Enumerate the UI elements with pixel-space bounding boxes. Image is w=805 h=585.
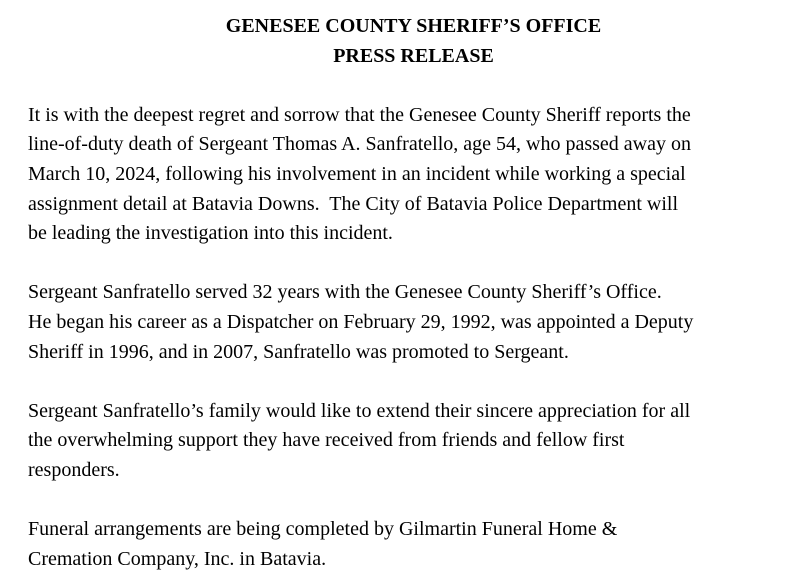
paragraph-career — [28, 278, 799, 367]
paragraph-line: March 10, 2024, following his involvement in an incident while working a special — [28, 162, 686, 185]
paragraph-line: Cremation Company, Inc. in Batavia. — [28, 547, 327, 570]
paragraph-line: Funeral arrangements are being completed by Gilmartin Funeral Home & — [28, 518, 618, 541]
paragraph-line: He began his career as a Dispatcher on February 29, 1992, was appointed a Deputy — [28, 310, 694, 333]
paragraph-line: be leading the investigation into this incident. — [28, 222, 393, 245]
paragraph-line: Sheriff in 1996, and in 2007, Sanfratello was promoted to Sergeant. — [28, 340, 569, 363]
paragraph-line: Sergeant Sanfratello’s family would like to extend their sincere appreciation for all — [28, 399, 691, 422]
paragraph-line: It is with the deepest regret and sorrow that the Genesee County Sheriff reports the — [28, 103, 691, 126]
paragraph-funeral-arrangements — [28, 515, 799, 574]
document-title — [28, 12, 799, 71]
title-line-office: GENESEE COUNTY SHERIFF’S OFFICE — [225, 15, 602, 37]
paragraph-line: responders. — [28, 458, 120, 481]
title-line-press-release: PRESS RELEASE — [333, 44, 494, 67]
paragraph-line: line-of-duty death of Sergeant Thomas A. Sanfratello, age 54, who passed away on — [28, 133, 691, 156]
paragraph-line: assignment detail at Batavia Downs. The City of Batavia Police Department will — [28, 192, 679, 215]
paragraph-line: the overwhelming support they have received from friends and fellow first — [28, 429, 625, 452]
paragraph-line: Sergeant Sanfratello served 32 years with the Genesee County Sheriff’s Office. — [28, 281, 662, 304]
paragraph-incident — [28, 101, 799, 249]
document-content — [28, 0, 799, 574]
paragraph-family-appreciation — [28, 397, 799, 486]
